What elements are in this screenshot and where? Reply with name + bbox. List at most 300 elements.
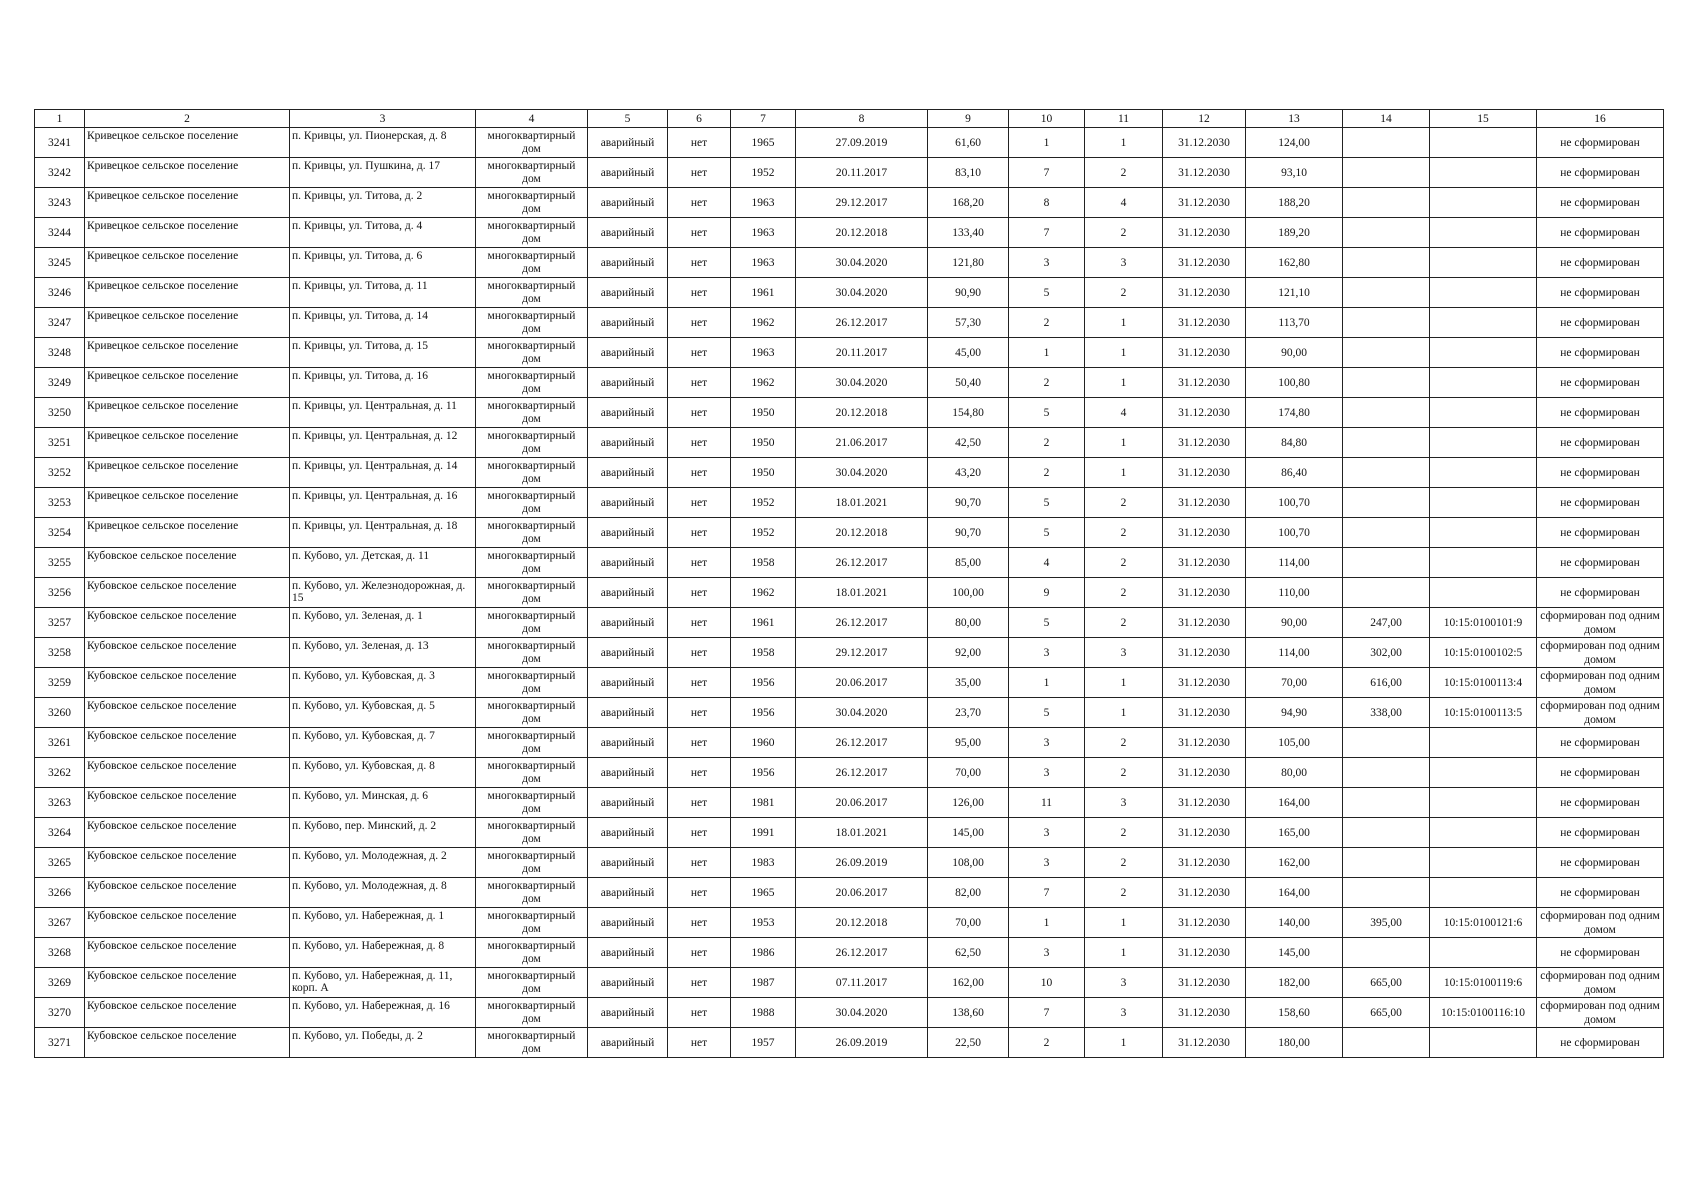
table-cell-col-7: 1988 xyxy=(731,998,796,1028)
table-row xyxy=(35,698,1664,728)
table-cell-col-10: 3 xyxy=(1009,848,1085,878)
table-cell-col-10: 5 xyxy=(1009,608,1085,638)
column-header-2: 2 xyxy=(85,110,290,128)
table-cell-col-12: 31.12.2030 xyxy=(1163,758,1246,788)
table-cell-col-12: 31.12.2030 xyxy=(1163,848,1246,878)
table-cell-col-1: 3242 xyxy=(35,158,85,188)
table-cell-col-1: 3245 xyxy=(35,248,85,278)
table-cell-col-14 xyxy=(1343,218,1430,248)
table-cell-col-3: п. Кривцы, ул. Титова, д. 2 xyxy=(290,188,476,218)
table-row xyxy=(35,848,1664,878)
table-cell-col-7: 1963 xyxy=(731,188,796,218)
table-cell-col-10: 4 xyxy=(1009,548,1085,578)
table-cell-col-6: нет xyxy=(668,188,731,218)
table-cell-col-5: аварийный xyxy=(588,248,668,278)
table-cell-col-7: 1953 xyxy=(731,908,796,938)
column-header-8: 8 xyxy=(796,110,928,128)
table-row xyxy=(35,878,1664,908)
table-cell-col-4: многоквартирный дом xyxy=(476,338,588,368)
table-cell-col-3: п. Кривцы, ул. Титова, д. 6 xyxy=(290,248,476,278)
table-cell-col-16: не сформирован xyxy=(1537,428,1664,458)
table-cell-col-15 xyxy=(1430,158,1537,188)
table-cell-col-13: 113,70 xyxy=(1246,308,1343,338)
table-cell-col-9: 80,00 xyxy=(928,608,1009,638)
table-cell-col-12: 31.12.2030 xyxy=(1163,158,1246,188)
table-cell-col-12: 31.12.2030 xyxy=(1163,428,1246,458)
table-cell-col-5: аварийный xyxy=(588,218,668,248)
table-cell-col-9: 90,70 xyxy=(928,488,1009,518)
table-cell-col-10: 3 xyxy=(1009,818,1085,848)
table-row xyxy=(35,518,1664,548)
table-cell-col-11: 1 xyxy=(1085,128,1163,158)
table-cell-col-1: 3248 xyxy=(35,338,85,368)
table-cell-col-7: 1950 xyxy=(731,398,796,428)
table-cell-col-12: 31.12.2030 xyxy=(1163,488,1246,518)
table-cell-col-9: 90,70 xyxy=(928,518,1009,548)
table-cell-col-14 xyxy=(1343,458,1430,488)
table-cell-col-3: п. Кривцы, ул. Центральная, д. 14 xyxy=(290,458,476,488)
table-cell-col-11: 2 xyxy=(1085,818,1163,848)
table-cell-col-4: многоквартирный дом xyxy=(476,818,588,848)
table-cell-col-14: 395,00 xyxy=(1343,908,1430,938)
table-cell-col-10: 3 xyxy=(1009,248,1085,278)
table-cell-col-2: Кривецкое сельское поселение xyxy=(85,398,290,428)
table-cell-col-5: аварийный xyxy=(588,188,668,218)
table-cell-col-13: 70,00 xyxy=(1246,668,1343,698)
table-cell-col-7: 1963 xyxy=(731,218,796,248)
table-cell-col-16: не сформирован xyxy=(1537,1028,1664,1058)
table-cell-col-11: 4 xyxy=(1085,188,1163,218)
table-cell-col-13: 165,00 xyxy=(1246,818,1343,848)
table-cell-col-8: 20.12.2018 xyxy=(796,398,928,428)
table-cell-col-2: Кривецкое сельское поселение xyxy=(85,158,290,188)
table-cell-col-3: п. Кубово, ул. Кубовская, д. 5 xyxy=(290,698,476,728)
table-cell-col-1: 3259 xyxy=(35,668,85,698)
table-row xyxy=(35,218,1664,248)
table-cell-col-3: п. Кубово, ул. Детская, д. 11 xyxy=(290,548,476,578)
table-cell-col-4: многоквартирный дом xyxy=(476,248,588,278)
table-cell-col-7: 1965 xyxy=(731,128,796,158)
table-row xyxy=(35,788,1664,818)
table-cell-col-4: многоквартирный дом xyxy=(476,368,588,398)
table-cell-col-10: 9 xyxy=(1009,578,1085,608)
table-cell-col-8: 18.01.2021 xyxy=(796,488,928,518)
table-cell-col-1: 3267 xyxy=(35,908,85,938)
table-cell-col-4: многоквартирный дом xyxy=(476,938,588,968)
table-cell-col-9: 133,40 xyxy=(928,218,1009,248)
table-cell-col-14 xyxy=(1343,878,1430,908)
table-cell-col-3: п. Кривцы, ул. Титова, д. 14 xyxy=(290,308,476,338)
table-cell-col-12: 31.12.2030 xyxy=(1163,698,1246,728)
table-cell-col-12: 31.12.2030 xyxy=(1163,608,1246,638)
table-cell-col-3: п. Кубово, ул. Победы, д. 2 xyxy=(290,1028,476,1058)
table-cell-col-5: аварийный xyxy=(588,698,668,728)
table-cell-col-2: Кубовское сельское поселение xyxy=(85,788,290,818)
table-cell-col-4: многоквартирный дом xyxy=(476,518,588,548)
table-cell-col-12: 31.12.2030 xyxy=(1163,248,1246,278)
table-cell-col-13: 140,00 xyxy=(1246,908,1343,938)
table-cell-col-1: 3271 xyxy=(35,1028,85,1058)
table-cell-col-3: п. Кубово, ул. Минская, д. 6 xyxy=(290,788,476,818)
table-cell-col-16: не сформирован xyxy=(1537,488,1664,518)
table-cell-col-11: 2 xyxy=(1085,158,1163,188)
table-cell-col-16: сформирован под одним домом xyxy=(1537,638,1664,668)
table-cell-col-2: Кубовское сельское поселение xyxy=(85,998,290,1028)
table-cell-col-9: 43,20 xyxy=(928,458,1009,488)
table-cell-col-8: 20.11.2017 xyxy=(796,158,928,188)
table-cell-col-2: Кривецкое сельское поселение xyxy=(85,128,290,158)
table-cell-col-9: 85,00 xyxy=(928,548,1009,578)
table-cell-col-16: сформирован под одним домом xyxy=(1537,968,1664,998)
table-cell-col-6: нет xyxy=(668,758,731,788)
table-cell-col-10: 5 xyxy=(1009,518,1085,548)
table-cell-col-4: многоквартирный дом xyxy=(476,428,588,458)
table-cell-col-4: многоквартирный дом xyxy=(476,638,588,668)
column-header-16: 16 xyxy=(1537,110,1664,128)
table-cell-col-8: 20.06.2017 xyxy=(796,668,928,698)
table-cell-col-7: 1962 xyxy=(731,308,796,338)
table-cell-col-14 xyxy=(1343,578,1430,608)
table-cell-col-10: 7 xyxy=(1009,878,1085,908)
table-cell-col-3: п. Кривцы, ул. Центральная, д. 18 xyxy=(290,518,476,548)
table-cell-col-11: 1 xyxy=(1085,668,1163,698)
table-row xyxy=(35,728,1664,758)
table-cell-col-16: не сформирован xyxy=(1537,248,1664,278)
table-cell-col-7: 1963 xyxy=(731,338,796,368)
table-cell-col-4: многоквартирный дом xyxy=(476,308,588,338)
table-cell-col-7: 1986 xyxy=(731,938,796,968)
table-cell-col-14 xyxy=(1343,728,1430,758)
table-cell-col-12: 31.12.2030 xyxy=(1163,188,1246,218)
table-cell-col-9: 23,70 xyxy=(928,698,1009,728)
table-cell-col-15 xyxy=(1430,248,1537,278)
table-cell-col-3: п. Кубово, ул. Набережная, д. 11, корп. А xyxy=(290,968,476,998)
table-cell-col-15 xyxy=(1430,188,1537,218)
table-cell-col-3: п. Кривцы, ул. Центральная, д. 11 xyxy=(290,398,476,428)
table-cell-col-9: 70,00 xyxy=(928,908,1009,938)
column-header-4: 4 xyxy=(476,110,588,128)
column-header-9: 9 xyxy=(928,110,1009,128)
table-cell-col-2: Кривецкое сельское поселение xyxy=(85,338,290,368)
table-cell-col-10: 10 xyxy=(1009,968,1085,998)
table-cell-col-2: Кубовское сельское поселение xyxy=(85,908,290,938)
table-cell-col-11: 3 xyxy=(1085,788,1163,818)
table-cell-col-8: 20.12.2018 xyxy=(796,908,928,938)
table-cell-col-5: аварийный xyxy=(588,368,668,398)
table-cell-col-14 xyxy=(1343,278,1430,308)
table-cell-col-16: не сформирован xyxy=(1537,518,1664,548)
table-cell-col-5: аварийный xyxy=(588,278,668,308)
table-cell-col-7: 1983 xyxy=(731,848,796,878)
table-cell-col-12: 31.12.2030 xyxy=(1163,128,1246,158)
table-cell-col-8: 26.09.2019 xyxy=(796,848,928,878)
column-header-7: 7 xyxy=(731,110,796,128)
table-cell-col-9: 82,00 xyxy=(928,878,1009,908)
table-cell-col-4: многоквартирный дом xyxy=(476,1028,588,1058)
table-cell-col-14 xyxy=(1343,368,1430,398)
table-cell-col-4: многоквартирный дом xyxy=(476,398,588,428)
table-cell-col-2: Кубовское сельское поселение xyxy=(85,878,290,908)
table-row xyxy=(35,758,1664,788)
table-cell-col-6: нет xyxy=(668,1028,731,1058)
table-cell-col-16: не сформирован xyxy=(1537,728,1664,758)
table-cell-col-2: Кубовское сельское поселение xyxy=(85,668,290,698)
table-cell-col-13: 84,80 xyxy=(1246,428,1343,458)
table-cell-col-13: 121,10 xyxy=(1246,278,1343,308)
table-cell-col-5: аварийный xyxy=(588,548,668,578)
table-cell-col-10: 7 xyxy=(1009,998,1085,1028)
table-cell-col-1: 3260 xyxy=(35,698,85,728)
table-cell-col-8: 20.11.2017 xyxy=(796,338,928,368)
table-cell-col-6: нет xyxy=(668,398,731,428)
table-cell-col-2: Кубовское сельское поселение xyxy=(85,818,290,848)
header-row xyxy=(35,110,1664,128)
table-cell-col-7: 1952 xyxy=(731,158,796,188)
table-row xyxy=(35,968,1664,998)
table-cell-col-3: п. Кубово, ул. Кубовская, д. 8 xyxy=(290,758,476,788)
table-cell-col-3: п. Кубово, ул. Кубовская, д. 3 xyxy=(290,668,476,698)
table-cell-col-10: 7 xyxy=(1009,218,1085,248)
table-cell-col-1: 3262 xyxy=(35,758,85,788)
table-cell-col-14 xyxy=(1343,308,1430,338)
table-cell-col-1: 3256 xyxy=(35,578,85,608)
table-cell-col-1: 3252 xyxy=(35,458,85,488)
table-cell-col-13: 182,00 xyxy=(1246,968,1343,998)
table-cell-col-2: Кривецкое сельское поселение xyxy=(85,488,290,518)
table-cell-col-3: п. Кривцы, ул. Пионерская, д. 8 xyxy=(290,128,476,158)
table-cell-col-6: нет xyxy=(668,548,731,578)
table-cell-col-1: 3250 xyxy=(35,398,85,428)
table-cell-col-15 xyxy=(1430,458,1537,488)
table-cell-col-15 xyxy=(1430,848,1537,878)
table-row xyxy=(35,428,1664,458)
table-cell-col-8: 07.11.2017 xyxy=(796,968,928,998)
table-cell-col-7: 1956 xyxy=(731,668,796,698)
table-cell-col-13: 93,10 xyxy=(1246,158,1343,188)
table-cell-col-10: 2 xyxy=(1009,1028,1085,1058)
table-cell-col-5: аварийный xyxy=(588,428,668,458)
table-cell-col-6: нет xyxy=(668,428,731,458)
table-row xyxy=(35,1028,1664,1058)
table-cell-col-11: 2 xyxy=(1085,758,1163,788)
table-cell-col-15 xyxy=(1430,878,1537,908)
table-cell-col-5: аварийный xyxy=(588,758,668,788)
table-row xyxy=(35,368,1664,398)
table-cell-col-6: нет xyxy=(668,578,731,608)
table-cell-col-14 xyxy=(1343,488,1430,518)
table-cell-col-10: 8 xyxy=(1009,188,1085,218)
table-cell-col-15: 10:15:0100121:6 xyxy=(1430,908,1537,938)
table-cell-col-12: 31.12.2030 xyxy=(1163,398,1246,428)
table-cell-col-16: сформирован под одним домом xyxy=(1537,668,1664,698)
table-cell-col-5: аварийный xyxy=(588,848,668,878)
table-row xyxy=(35,638,1664,668)
table-cell-col-6: нет xyxy=(668,158,731,188)
table-cell-col-6: нет xyxy=(668,728,731,758)
table-cell-col-8: 27.09.2019 xyxy=(796,128,928,158)
table-cell-col-11: 2 xyxy=(1085,848,1163,878)
table-cell-col-2: Кривецкое сельское поселение xyxy=(85,458,290,488)
table-cell-col-16: не сформирован xyxy=(1537,308,1664,338)
table-cell-col-3: п. Кубово, ул. Набережная, д. 8 xyxy=(290,938,476,968)
table-cell-col-11: 2 xyxy=(1085,218,1163,248)
table-row xyxy=(35,278,1664,308)
table-cell-col-9: 83,10 xyxy=(928,158,1009,188)
table-cell-col-6: нет xyxy=(668,908,731,938)
table-cell-col-2: Кубовское сельское поселение xyxy=(85,728,290,758)
table-cell-col-5: аварийный xyxy=(588,638,668,668)
table-cell-col-13: 94,90 xyxy=(1246,698,1343,728)
table-cell-col-8: 26.12.2017 xyxy=(796,608,928,638)
table-cell-col-16: не сформирован xyxy=(1537,848,1664,878)
table-cell-col-2: Кубовское сельское поселение xyxy=(85,1028,290,1058)
table-cell-col-4: многоквартирный дом xyxy=(476,488,588,518)
table-cell-col-15 xyxy=(1430,218,1537,248)
table-cell-col-8: 20.06.2017 xyxy=(796,878,928,908)
table-cell-col-15 xyxy=(1430,488,1537,518)
table-cell-col-16: не сформирован xyxy=(1537,128,1664,158)
table-cell-col-7: 1961 xyxy=(731,608,796,638)
table-cell-col-15 xyxy=(1430,548,1537,578)
table-cell-col-5: аварийный xyxy=(588,518,668,548)
table-cell-col-14 xyxy=(1343,188,1430,218)
table-row xyxy=(35,608,1664,638)
column-header-1: 1 xyxy=(35,110,85,128)
table-cell-col-6: нет xyxy=(668,308,731,338)
table-cell-col-7: 1962 xyxy=(731,578,796,608)
table-cell-col-16: не сформирован xyxy=(1537,368,1664,398)
table-cell-col-9: 90,90 xyxy=(928,278,1009,308)
table-cell-col-14: 665,00 xyxy=(1343,998,1430,1028)
table-cell-col-1: 3263 xyxy=(35,788,85,818)
table-cell-col-5: аварийный xyxy=(588,818,668,848)
table-cell-col-16: не сформирован xyxy=(1537,458,1664,488)
table-cell-col-11: 1 xyxy=(1085,938,1163,968)
table-cell-col-13: 90,00 xyxy=(1246,338,1343,368)
table-cell-col-2: Кривецкое сельское поселение xyxy=(85,308,290,338)
table-cell-col-7: 1991 xyxy=(731,818,796,848)
table-cell-col-13: 158,60 xyxy=(1246,998,1343,1028)
table-cell-col-12: 31.12.2030 xyxy=(1163,218,1246,248)
table-cell-col-10: 1 xyxy=(1009,128,1085,158)
table-cell-col-7: 1962 xyxy=(731,368,796,398)
table-cell-col-16: не сформирован xyxy=(1537,938,1664,968)
table-cell-col-11: 3 xyxy=(1085,248,1163,278)
table-cell-col-5: аварийный xyxy=(588,938,668,968)
table-cell-col-15 xyxy=(1430,518,1537,548)
table-cell-col-9: 57,30 xyxy=(928,308,1009,338)
table-row xyxy=(35,188,1664,218)
table-cell-col-11: 2 xyxy=(1085,548,1163,578)
table-cell-col-15 xyxy=(1430,338,1537,368)
table-cell-col-6: нет xyxy=(668,488,731,518)
table-cell-col-12: 31.12.2030 xyxy=(1163,938,1246,968)
table-cell-col-16: не сформирован xyxy=(1537,578,1664,608)
table-cell-col-7: 1987 xyxy=(731,968,796,998)
table-cell-col-2: Кубовское сельское поселение xyxy=(85,608,290,638)
table-cell-col-1: 3270 xyxy=(35,998,85,1028)
table-cell-col-14 xyxy=(1343,1028,1430,1058)
table-cell-col-15 xyxy=(1430,818,1537,848)
table-cell-col-6: нет xyxy=(668,128,731,158)
table-cell-col-10: 1 xyxy=(1009,338,1085,368)
table-cell-col-2: Кривецкое сельское поселение xyxy=(85,218,290,248)
table-cell-col-8: 29.12.2017 xyxy=(796,638,928,668)
table-cell-col-5: аварийный xyxy=(588,488,668,518)
table-cell-col-15 xyxy=(1430,1028,1537,1058)
table-cell-col-3: п. Кубово, ул. Железнодорожная, д. 15 xyxy=(290,578,476,608)
table-cell-col-1: 3254 xyxy=(35,518,85,548)
table-cell-col-7: 1952 xyxy=(731,488,796,518)
table-cell-col-4: многоквартирный дом xyxy=(476,728,588,758)
table-cell-col-5: аварийный xyxy=(588,338,668,368)
table-cell-col-11: 1 xyxy=(1085,458,1163,488)
table-row xyxy=(35,818,1664,848)
table-cell-col-8: 20.06.2017 xyxy=(796,788,928,818)
table-cell-col-11: 2 xyxy=(1085,878,1163,908)
column-header-3: 3 xyxy=(290,110,476,128)
table-cell-col-9: 145,00 xyxy=(928,818,1009,848)
table-cell-col-2: Кубовское сельское поселение xyxy=(85,848,290,878)
column-header-10: 10 xyxy=(1009,110,1085,128)
table-cell-col-5: аварийный xyxy=(588,1028,668,1058)
table-cell-col-16: не сформирован xyxy=(1537,188,1664,218)
table-cell-col-16: не сформирован xyxy=(1537,878,1664,908)
table-cell-col-8: 26.12.2017 xyxy=(796,758,928,788)
table-cell-col-1: 3243 xyxy=(35,188,85,218)
table-cell-col-3: п. Кубово, ул. Зеленая, д. 13 xyxy=(290,638,476,668)
table-cell-col-8: 30.04.2020 xyxy=(796,998,928,1028)
table-cell-col-11: 3 xyxy=(1085,968,1163,998)
table-cell-col-3: п. Кубово, ул. Молодежная, д. 8 xyxy=(290,878,476,908)
housing-registry-table xyxy=(34,109,1664,1058)
table-cell-col-14: 302,00 xyxy=(1343,638,1430,668)
table-cell-col-16: не сформирован xyxy=(1537,398,1664,428)
table-cell-col-4: многоквартирный дом xyxy=(476,908,588,938)
table-cell-col-7: 1950 xyxy=(731,428,796,458)
column-header-14: 14 xyxy=(1343,110,1430,128)
table-cell-col-5: аварийный xyxy=(588,668,668,698)
table-cell-col-11: 3 xyxy=(1085,998,1163,1028)
table-cell-col-13: 145,00 xyxy=(1246,938,1343,968)
table-cell-col-15 xyxy=(1430,428,1537,458)
table-cell-col-1: 3246 xyxy=(35,278,85,308)
table-cell-col-15 xyxy=(1430,758,1537,788)
table-cell-col-2: Кривецкое сельское поселение xyxy=(85,368,290,398)
table-cell-col-12: 31.12.2030 xyxy=(1163,518,1246,548)
table-cell-col-13: 110,00 xyxy=(1246,578,1343,608)
table-cell-col-6: нет xyxy=(668,668,731,698)
table-cell-col-3: п. Кривцы, ул. Титова, д. 15 xyxy=(290,338,476,368)
table-cell-col-4: многоквартирный дом xyxy=(476,878,588,908)
table-cell-col-12: 31.12.2030 xyxy=(1163,728,1246,758)
table-cell-col-5: аварийный xyxy=(588,728,668,758)
table-cell-col-4: многоквартирный дом xyxy=(476,158,588,188)
table-cell-col-3: п. Кубово, ул. Набережная, д. 1 xyxy=(290,908,476,938)
table-cell-col-6: нет xyxy=(668,518,731,548)
table-cell-col-9: 42,50 xyxy=(928,428,1009,458)
table-cell-col-1: 3268 xyxy=(35,938,85,968)
table-cell-col-11: 1 xyxy=(1085,338,1163,368)
table-cell-col-11: 2 xyxy=(1085,518,1163,548)
table-cell-col-16: не сформирован xyxy=(1537,278,1664,308)
table-cell-col-5: аварийный xyxy=(588,458,668,488)
table-cell-col-10: 5 xyxy=(1009,278,1085,308)
table-cell-col-9: 162,00 xyxy=(928,968,1009,998)
table-cell-col-8: 18.01.2021 xyxy=(796,818,928,848)
table-cell-col-5: аварийный xyxy=(588,308,668,338)
table-cell-col-9: 95,00 xyxy=(928,728,1009,758)
